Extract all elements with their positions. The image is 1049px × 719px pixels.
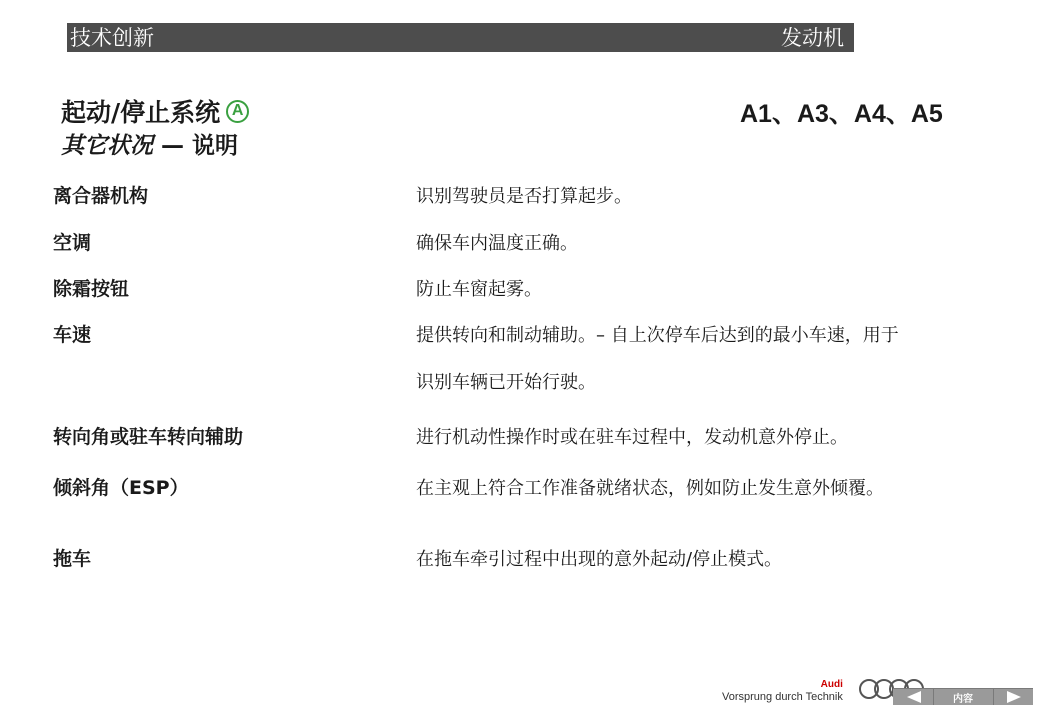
subtitle-italic: 其它状况 (61, 133, 153, 159)
header-section-title: 技术创新 (70, 26, 154, 50)
row-label-trailer: 拖车 (53, 548, 92, 570)
contents-button[interactable]: 内容 (953, 694, 973, 705)
a-circle-icon: A (226, 100, 249, 123)
header-topic: 发动机 (781, 26, 844, 50)
row-desc-defrost: 防止车窗起雾。 (416, 279, 542, 300)
arrow-right-icon[interactable] (1007, 691, 1021, 703)
brand-logo-text (722, 679, 843, 703)
header-band (67, 23, 854, 52)
page-subtitle (61, 127, 238, 160)
row-desc-trailer: 在拖车牵引过程中出现的意外起动/停止模式。 (416, 549, 783, 570)
row-label-defrost: 除霜按钮 (53, 278, 130, 300)
row-label-clutch: 离合器机构 (53, 185, 149, 207)
slide-navigation (893, 688, 1033, 705)
row-desc-steering: 进行机动性操作时或在驻车过程中，发动机意外停止。 (416, 427, 848, 448)
nav-divider (933, 689, 934, 705)
arrow-left-icon[interactable] (907, 691, 921, 703)
model-list: A1、A3、A4、A5 (740, 100, 943, 128)
row-desc-speed-line1: 提供转向和制动辅助。– 自上次停车后达到的最小车速，用于 (416, 325, 899, 346)
page-title (61, 93, 249, 129)
brand-name: Audi (820, 679, 843, 690)
row-label-ac: 空调 (53, 232, 92, 254)
subtitle-rest: — 说明 (153, 133, 239, 159)
row-desc-tilt: 在主观上符合工作准备就绪状态，例如防止发生意外倾覆。 (416, 478, 884, 499)
row-desc-clutch: 识别驾驶员是否打算起步。 (416, 186, 632, 207)
row-desc-speed-line2: 识别车辆已开始行驶。 (416, 372, 596, 393)
row-label-tilt: 倾斜角（ESP） (53, 477, 189, 499)
row-label-speed: 车速 (53, 324, 92, 346)
row-desc-ac: 确保车内温度正确。 (416, 233, 578, 254)
page-title-text: 起动/停止系统 (61, 98, 221, 127)
nav-divider (993, 689, 994, 705)
brand-slogan: Vorsprung durch Technik (722, 691, 843, 703)
row-label-steering: 转向角或驻车转向辅助 (53, 426, 244, 448)
